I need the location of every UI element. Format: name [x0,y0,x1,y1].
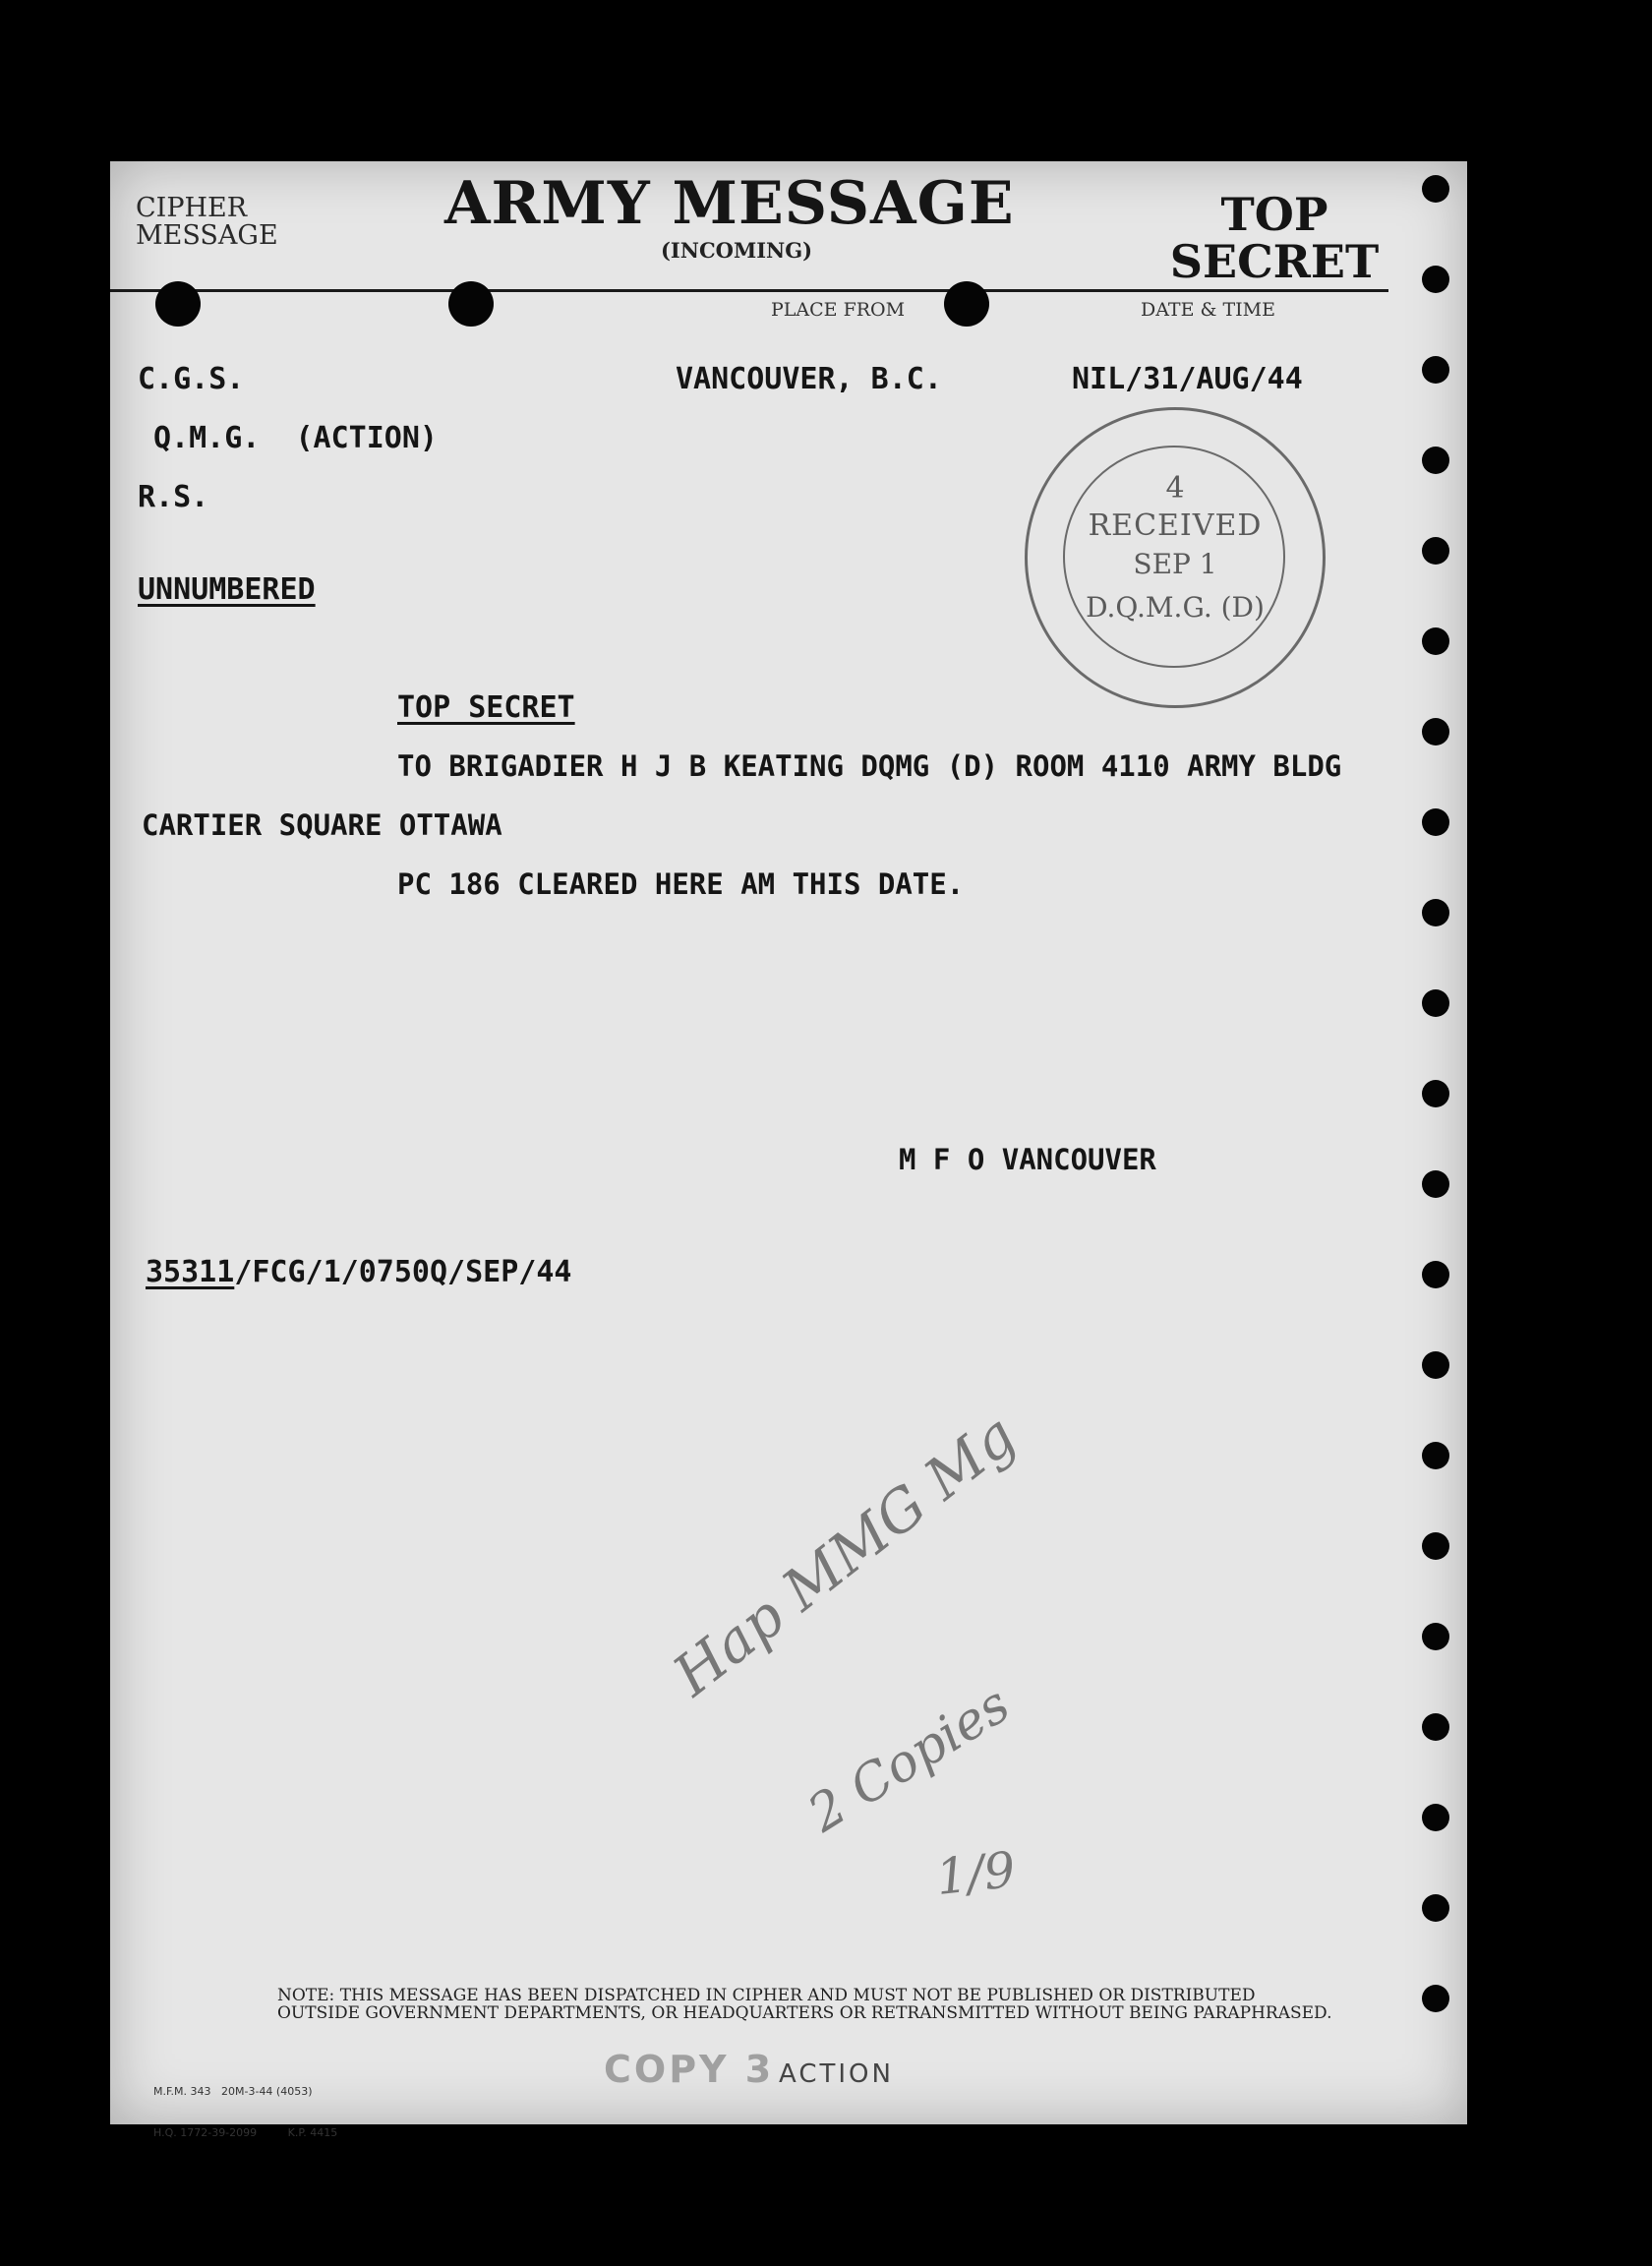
punch-hole [155,281,201,327]
addressee-qmg: Q.M.G. (ACTION) [153,421,438,455]
sprocket-hole [1422,1532,1449,1560]
sprocket-hole [1422,1261,1449,1288]
sprocket-hole [1422,447,1449,474]
stamp-date: SEP 1 [1133,548,1217,580]
sprocket-hole [1422,1080,1449,1107]
stamp-received: RECEIVED [1088,508,1263,543]
stamp-number: 4 [1165,471,1185,506]
footer-note-line-1: NOTE: THIS MESSAGE HAS BEEN DISPATCHED IN CIPHER AND MUST NOT BE PUBLISHED OR DISTRIBUTED [277,1986,1256,2005]
sprocket-hole [1422,1170,1449,1198]
sprocket-hole [1422,1351,1449,1379]
sprocket-hole [1422,627,1449,655]
sprocket-hole [1422,1985,1449,2012]
sprocket-hole [1422,1442,1449,1469]
classification-secret: SECRET [1169,235,1380,288]
addressee-rs: R.S. [138,480,209,514]
sprocket-hole [1422,718,1449,745]
reference-part-1: 35311 [146,1255,235,1289]
handwritten-note-2: 2 Copies [798,1675,1021,1844]
copy-number: COPY 3 [604,2048,775,2091]
sprocket-hole [1422,1623,1449,1650]
handwritten-note-1: Hap MMG Mg [661,1401,1029,1709]
place-from-label: PLACE FROM [771,299,906,321]
copy-type: ACTION [779,2059,894,2089]
form-number-line-2: H.Q. 1772-39-2099 K.P. 4415 [153,2126,338,2139]
handwritten-note-3: 1/9 [933,1840,1019,1907]
sprocket-hole [1422,1713,1449,1741]
date-time-value: NIL/31/AUG/44 [1072,362,1303,396]
body-line-1: TO BRIGADIER H J B KEATING DQMG (D) ROOM 4110 ARMY BLDG [397,749,1342,783]
punch-hole [448,281,494,327]
signature: M F O VANCOUVER [899,1143,1156,1176]
message-text: MESSAGE [136,220,278,251]
sprocket-hole [1422,356,1449,384]
sprocket-hole [1422,989,1449,1017]
place-from-value: VANCOUVER, B.C. [676,362,942,396]
form-number-line-1: M.F.M. 343 20M-3-44 (4053) [153,2085,313,2098]
body-line-3: PC 186 CLEARED HERE AM THIS DATE. [397,867,965,901]
sprocket-hole [1422,266,1449,293]
body-line-2: CARTIER SQUARE OTTAWA [142,808,502,842]
footer-note-line-2: OUTSIDE GOVERNMENT DEPARTMENTS, OR HEADQUARTERS OR RETRANSMITTED WITHOUT BEING PARAPHRASED. [277,2003,1332,2023]
footer-note [277,1987,1331,2022]
punch-hole [944,281,989,327]
cipher-label [136,195,278,250]
message-form [110,161,1467,2139]
addressee-cgs: C.G.S. [138,362,245,396]
reference-number [146,1255,571,1289]
sprocket-hole [1422,175,1449,203]
stamp-office: D.Q.M.G. (D) [1086,591,1265,624]
form-title: ARMY MESSAGE [444,169,1015,238]
sprocket-hole [1422,899,1449,926]
cipher-text: CIPHER [136,193,248,223]
received-stamp [1025,407,1326,708]
date-time-label: DATE & TIME [1141,299,1275,321]
body-classification: TOP SECRET [397,690,575,725]
sprocket-hole [1422,808,1449,836]
form-number [153,2057,337,2168]
numbering-label: UNNUMBERED [138,572,316,607]
header-rule [110,289,1388,292]
reference-part-2: /FCG/1/0750Q/SEP/44 [234,1255,572,1289]
sprocket-hole [1422,1894,1449,1922]
sprocket-hole [1422,537,1449,565]
classification-header [1166,188,1383,288]
classification-top: TOP [1220,188,1328,241]
form-subtitle: (INCOMING) [661,238,813,263]
sprocket-hole [1422,1804,1449,1831]
